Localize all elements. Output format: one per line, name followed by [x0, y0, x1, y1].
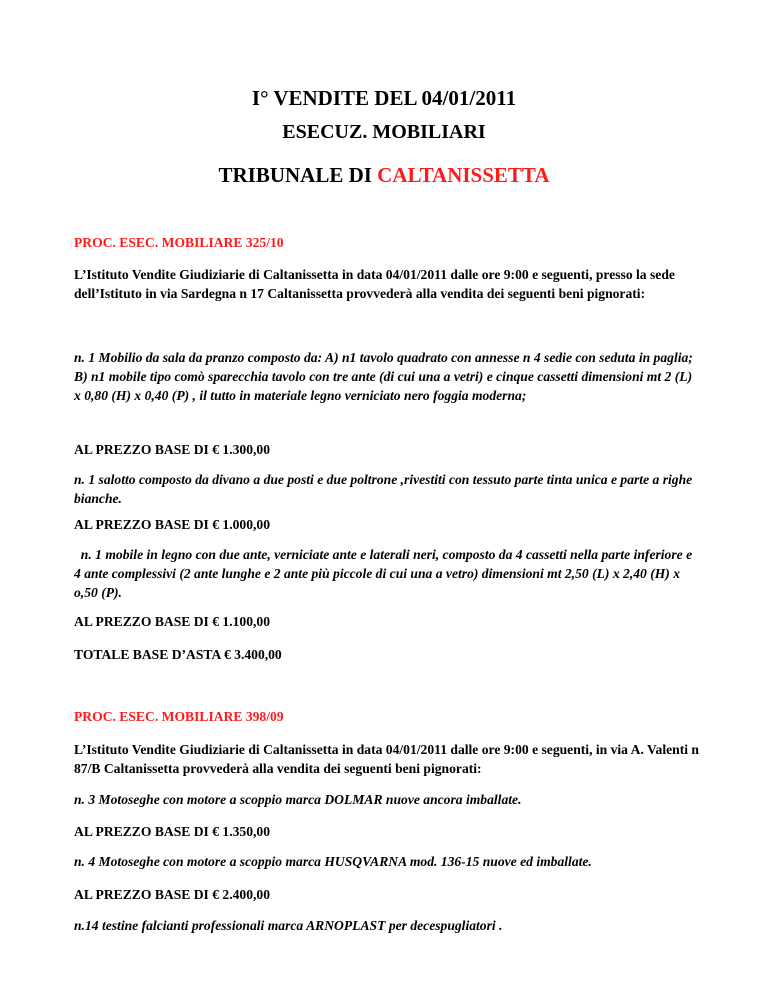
- court-title: [0, 163, 768, 188]
- proc-title-2: PROC. ESEC. MOBILIARE 398/09: [74, 709, 284, 724]
- sale-date-title: I° VENDITE DEL 04/01/2011: [251, 86, 517, 110]
- item-price: AL PREZZO BASE DI € 1.300,00: [74, 442, 271, 457]
- item-price: AL PREZZO BASE DI € 2.400,00: [74, 887, 271, 902]
- court-prefix: TRIBUNALE DI: [218, 163, 378, 187]
- item-description: n. 1 mobile in legno con due ante, verniciate ante e laterali neri, composto da 4 cassetti nella parte inferiore e 4 ante complessivi (2 ante lunghe e 2 ante più piccole di cui una a vetro) dimensioni mt 2,50 (L) x 2,40 (H) x o,50 (P).: [74, 547, 696, 600]
- item-price: AL PREZZO BASE DI € 1.100,00: [74, 614, 271, 629]
- intro-1: L’Istituto Vendite Giudiziarie di Caltanissetta in data 04/01/2011 dalle ore 9:00 e seguenti, presso la sede dell’Istituto in via Sardegna n 17 Caltanissetta provvederà alla vendita dei seguenti beni pignorati:: [74, 267, 675, 301]
- item-description: n. 4 Motoseghe con motore a scoppio marca HUSQVARNA mod. 136-15 nuove ed imballate.: [74, 854, 592, 869]
- proc-title-1: PROC. ESEC. MOBILIARE 325/10: [74, 235, 284, 250]
- item-description: n. 1 Mobilio da sala da pranzo composto da: A) n1 tavolo quadrato con annesse n 4 sedie con seduta in paglia; B) n1 mobile tipo comò sparecchia tavolo con tre ante (di cui una a vetri) e cinque cassetti dimensioni mt 2 (L) x 0,80 (H) x 0,40 (P) , il tutto in materiale legno verniciato nero foggia moderna;: [74, 350, 693, 403]
- item-description: n.14 testine falcianti professionali marca ARNOPLAST per decespugliatori .: [74, 918, 503, 933]
- item-price: AL PREZZO BASE DI € 1.350,00: [74, 824, 271, 839]
- item-price: AL PREZZO BASE DI € 1.000,00: [74, 517, 271, 532]
- court-city: CALTANISSETTA: [377, 163, 550, 187]
- item-description: n. 3 Motoseghe con motore a scoppio marca DOLMAR nuove ancora imballate.: [74, 792, 522, 807]
- total-base-price: TOTALE BASE D’ASTA € 3.400,00: [74, 647, 282, 662]
- intro-2: L’Istituto Vendite Giudiziarie di Caltanissetta in data 04/01/2011 dalle ore 9:00 e seguenti, in via A. Valenti n 87/B Caltanissetta provvederà alla vendita dei seguenti beni pignorati:: [74, 742, 699, 776]
- item-description: n. 1 salotto composto da divano a due posti e due poltrone ,rivestiti con tessuto parte tinta unica e parte a righe bianche.: [74, 472, 693, 506]
- execution-type-title: ESECUZ. MOBILIARI: [282, 121, 486, 143]
